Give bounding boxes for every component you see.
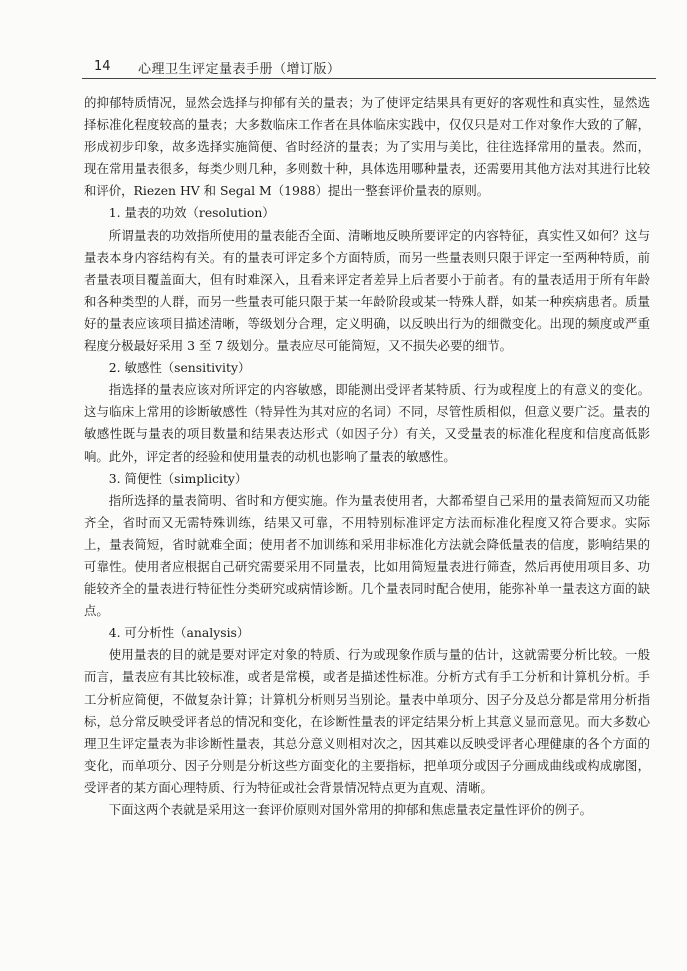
section-heading-simplicity: 3. 简便性（simplicity） xyxy=(108,470,248,486)
section-body-simplicity: 指所选择的量表简明、省时和方便实施。作为量表使用者，大都希望自己采用的量表简短而又功能齐全，省时而又无需特殊训练，结果又可靠，不用特别标准评定方法而标准化程度又符合要求。实际上，量表简短，省时就难全面；使用者不加训练和采用非标准化方法就会降低量表的信度，影响结果的可靠性。使用者应根据自己研究需要采用不同量表，比如用简短量表进行筛查，然后再使用项目多、功能较齐全的量表进行特征性分类研究或病情诊断。几个量表同时配合使用，能弥补单一量表这方面的缺点。 xyxy=(84,492,650,619)
section-body-sensitivity: 指选择的量表应该对所评定的内容敏感，即能测出受评者某特质、行为或程度上的有意义的变化。这与临床上常用的诊断敏感性（特异性为其对应的名词）不同，尽管性质相似，但意义要广泛。量表的敏感性既与量表的项目数量和结果表达形式（如因子分）有关，又受量表的标准化程度和信度高低影响。此外，评定者的经验和使用量表的动机也影响了量表的敏感性。 xyxy=(84,382,650,464)
body-text xyxy=(84,92,650,821)
intro-paragraph: 的抑郁特质情况，显然会选择与抑郁有关的量表；为了使评定结果具有更好的客观性和真实性，显然选择标准化程度较高的量表；大多数临床工作者在具体临床实践中，仅仅只是对工作对象作大致的了解，形成初步印象，故多选择实施简便、省时经济的量表；为了实用与美比，往往选择常用的量表。然而，现在常用量表很多，每类少则几种，多则数十种，具体选用哪种量表，还需要用其他方法对其进行比较和评价，Riezen HV 和 Segal M（1988）提出一整套评价量表的原则。 xyxy=(84,95,650,199)
section-body-analysis: 使用量表的目的就是要对评定对象的特质、行为或现象作质与量的估计，这就需要分析比较。一般而言，量表应有其比较标准，或者是常模，或者是描述性标准。分析方式有手工分析和计算机分析。手工分析应简便，不做复杂计算；计算机分析则另当别论。量表中单项分、因子分及总分都是常用分析指标，总分常反映受评者总的情况和变化，在诊断性量表的评定结果分析上其意义显而意见。而大多数心理卫生评定量表为非诊断性量表，其总分意义则相对次之，因其难以反映受评者心理健康的各个方面的变化，而单项分、因子分则是分析这些方面变化的主要指标，把单项分或因子分画成曲线或构成廓图，受评者的某方面心理特质、行为特征或社会背景情况特点更为直观、清晰。 xyxy=(84,647,650,795)
book-title: 心理卫生评定量表手册（增订版） xyxy=(138,62,341,77)
running-header xyxy=(82,56,656,79)
section-heading-analysis: 4. 可分析性（analysis） xyxy=(108,625,250,641)
section-heading-resolution: 1. 量表的功效（resolution） xyxy=(108,205,275,221)
section-heading-sensitivity: 2. 敏感性（sensitivity） xyxy=(108,360,251,376)
closing-paragraph: 下面这两个表就是采用这一套评价原则对国外常用的抑郁和焦虑量表定量性评价的例子。 xyxy=(108,802,593,817)
page-number: 14 xyxy=(94,59,111,74)
section-body-resolution: 所谓量表的功效指所使用的量表能否全面、清晰地反映所要评定的内容特征，真实性又如何？这与量表本身内容结构有关。有的量表可评定多个方面特质，而另一些量表则只限于评定一至两种特质，前者量表项目覆盖面大，但有时难深入，且看来评定者差异上后者要小于前者。有的量表适用于所有年龄和各种类型的人群，而另一些量表可能只限于某一年龄阶段或某一特殊人群，如某一种疾病患者。质量好的量表应该项目描述清晰，等级划分合理，定义明确，以反映出行为的细微变化。出现的频度或严重程度分极最好采用 3 至 7 级划分。量表应尽可能简短，又不损失必要的细节。 xyxy=(84,227,650,354)
